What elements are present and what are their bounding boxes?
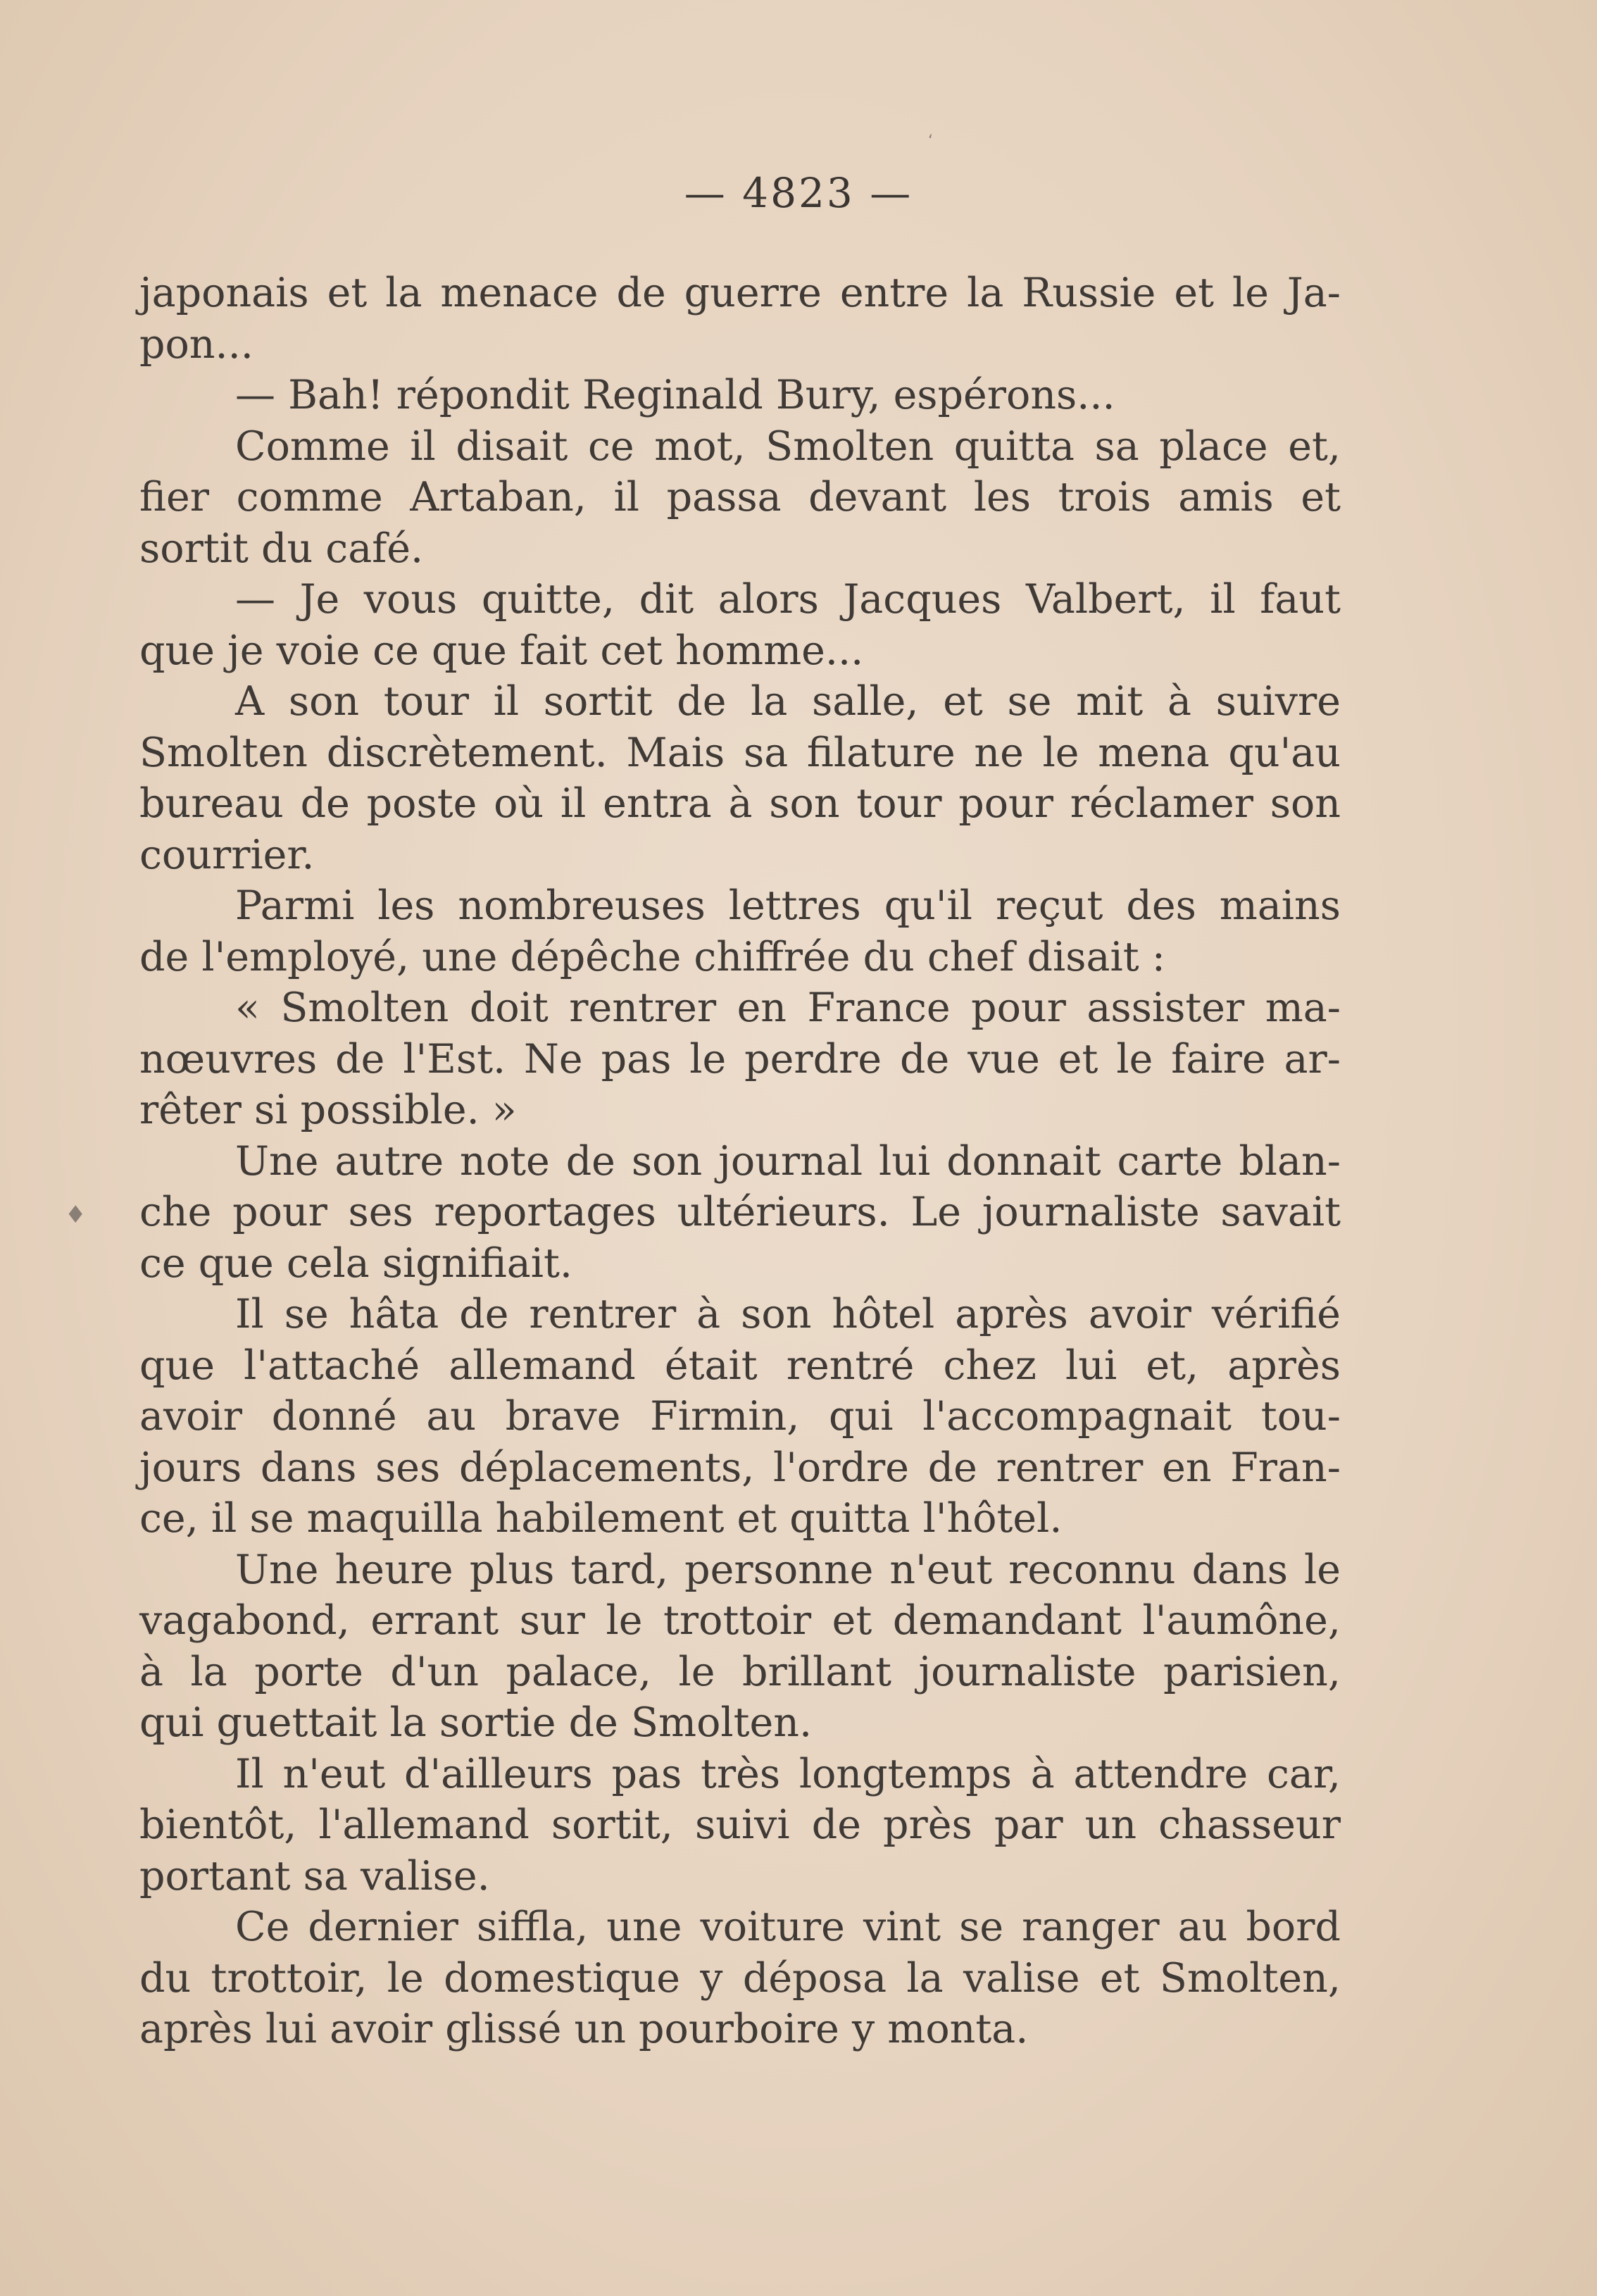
text-line: à la porte d'un palace, le brillant journaliste parisien, <box>139 1648 1341 1695</box>
text-line: A son tour il sortit de la salle, et se mit à suivre <box>235 678 1341 725</box>
text-line: bureau de poste où il entra à son tour pour réclamer son <box>139 780 1341 827</box>
text-line: sortit du café. <box>139 525 424 572</box>
text-line: Comme il disait ce mot, Smolten quitta sa place et, <box>235 423 1341 470</box>
text-line: que l'attaché allemand était rentré chez lui et, après <box>139 1342 1341 1389</box>
ink-speck-icon: ‘ <box>928 132 933 150</box>
text-line: après lui avoir glissé un pourboire y monta. <box>139 2006 1029 2052</box>
text-line: « Smolten doit rentrer en France pour assister ma- <box>235 985 1341 1031</box>
text-line: Smolten discrètement. Mais sa filature ne le mena qu'au <box>139 729 1341 776</box>
text-line: qui guettait la sortie de Smolten. <box>139 1699 813 1746</box>
text-line: — Je vous quitte, dit alors Jacques Valbert, il faut <box>235 576 1341 623</box>
text-line: — Bah! répondit Reginald Bury, espérons... <box>235 372 1115 418</box>
text-line: pon... <box>139 320 253 368</box>
text-line: Il se hâta de rentrer à son hôtel après avoir vérifié <box>235 1291 1341 1337</box>
text-line: Il n'eut d'ailleurs pas très longtemps à attendre car, <box>235 1750 1341 1797</box>
text-line: Parmi les nombreuses lettres qu'il reçut des mains <box>235 882 1341 929</box>
text-line: bientôt, l'allemand sortit, suivi de près par un chasseur <box>139 1802 1341 1848</box>
text-line: Ce dernier siffla, une voiture vint se ranger au bord <box>235 1904 1341 1950</box>
text-line: portant sa valise. <box>139 1852 490 1899</box>
text-line: Une autre note de son journal lui donnait carte blan- <box>235 1137 1341 1185</box>
text-line: de l'employé, une dépêche chiffrée du chef disait : <box>139 933 1165 980</box>
text-line: japonais et la menace de guerre entre la Russie et le Ja- <box>139 270 1341 316</box>
text-line: Une heure plus tard, personne n'eut reconnu dans le <box>235 1546 1341 1593</box>
text-line: avoir donné au brave Firmin, qui l'accompagnait tou- <box>139 1393 1341 1440</box>
text-line: du trottoir, le domestique y déposa la valise et Smolten, <box>139 1954 1341 2002</box>
text-line: ce que cela signifiait. <box>139 1240 572 1287</box>
text-line: ce, il se maquilla habilement et quitta l'hôtel. <box>139 1495 1063 1542</box>
text-line: jours dans ses déplacements, l'ordre de rentrer en Fran- <box>139 1444 1341 1491</box>
text-line: rêter si possible. » <box>139 1087 517 1133</box>
text-line: che pour ses reportages ultérieurs. Le journaliste savait <box>139 1189 1341 1235</box>
text-line: nœuvres de l'Est. Ne pas le perdre de vue et le faire ar- <box>139 1035 1341 1083</box>
text-line: vagabond, errant sur le trottoir et demandant l'aumône, <box>139 1597 1341 1644</box>
text-line: courrier. <box>139 831 315 878</box>
body-text <box>139 268 1341 2055</box>
text-line: que je voie ce que fait cet homme... <box>139 627 864 674</box>
text-line: fier comme Artaban, il passa devant les trois amis et <box>139 474 1341 520</box>
ink-speck-icon: ♦ <box>65 1201 87 1229</box>
page-number: — 4823 — <box>684 169 913 217</box>
